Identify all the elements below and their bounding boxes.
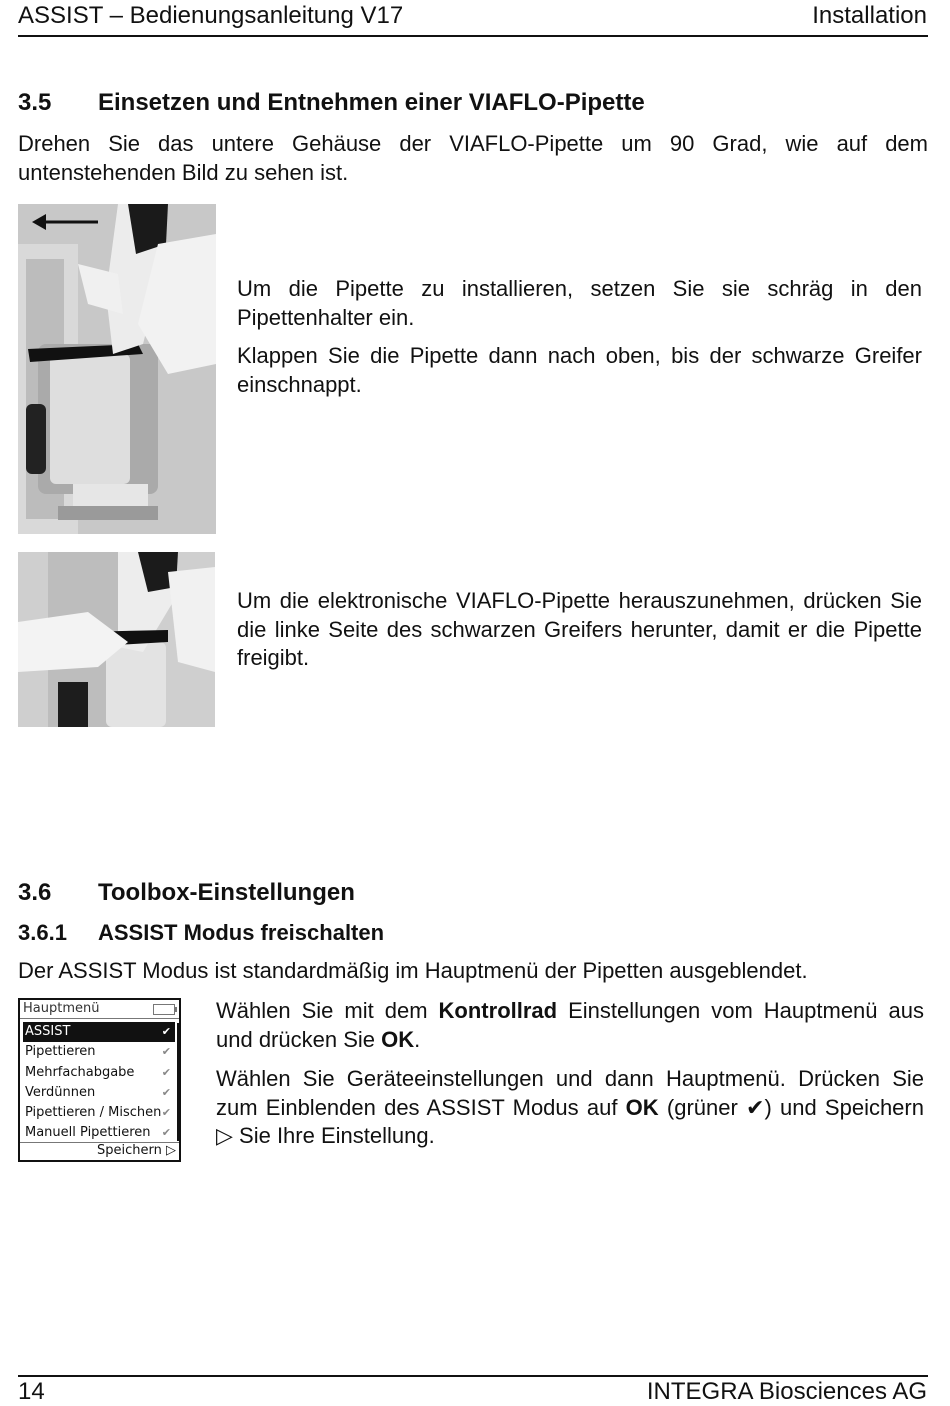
section-heading-3-6 (18, 879, 355, 907)
text-run: Einstellungen vom Hauptmenü aus und drücken Sie (216, 998, 924, 1052)
save-softkey: Speichern ▷ (97, 1143, 176, 1158)
assist-intro: Der ASSIST Modus ist standardmäßig im Hauptmenü der Pipetten ausgeblendet. (18, 958, 808, 983)
running-header-title: ASSIST – Bedienungsanleitung V17 (18, 2, 404, 29)
check-icon: ✔ (161, 1106, 171, 1120)
menu-item-assist (23, 1022, 175, 1042)
instruction-enable-assist (216, 1065, 924, 1151)
menu-item-label: ASSIST (25, 1024, 71, 1039)
menu-item-label: Mehrfachabgabe (25, 1064, 135, 1080)
text-run: (grüner ✔) und Speichern ▷ Sie Ihre Einstellung. (216, 1094, 924, 1148)
ok-term: OK (625, 1094, 659, 1120)
menu-item-label: Pipettieren / Mischen (25, 1105, 162, 1121)
running-header-section: Installation (812, 2, 927, 29)
install-step-2: Klappen Sie die Pipette dann nach oben, bis der schwarze Greifer einschnappt. (237, 343, 922, 397)
menu-item-mehrfachabgabe (23, 1063, 175, 1083)
intro-paragraph: Drehen Sie das untere Gehäuse der VIAFLO-Pipette um 90 Grad, wie auf dem untenstehenden Bild zu sehen ist. (18, 131, 928, 185)
section-number: 3.5 (18, 89, 52, 116)
control-wheel-term: Kontrollrad (438, 998, 558, 1023)
check-icon: ✔ (161, 1085, 171, 1099)
section-title: Einsetzen und Entnehmen einer VIAFLO-Pipette (98, 89, 645, 116)
page-number: 14 (18, 1378, 45, 1405)
subsection-number: 3.6.1 (18, 920, 67, 945)
footer-company: INTEGRA Biosciences AG (646, 1378, 927, 1405)
menu-list (23, 1022, 175, 1144)
install-pipette-photo (18, 204, 216, 534)
menu-title: Hauptmenü (23, 1001, 100, 1016)
menu-item-verduennen (23, 1083, 175, 1103)
install-pipette-illustration (18, 204, 216, 534)
remove-pipette-illustration (18, 552, 215, 727)
header-rule (18, 35, 928, 37)
battery-icon (153, 1004, 175, 1015)
check-icon: ✔ (161, 1126, 171, 1140)
menu-item-manuell-pipettieren (23, 1123, 175, 1143)
text-run: Wählen Sie mit dem (216, 998, 439, 1023)
subsection-heading-3-6-1 (18, 920, 384, 946)
ok-term: OK (381, 1026, 415, 1052)
text-run: Wählen Sie Geräteeinstellungen und dann Hauptmenü. Drücken Sie zum Einblenden des ASSIST Modus auf (216, 1066, 924, 1120)
check-icon: ✔ (161, 1045, 171, 1059)
section-heading-3-5 (18, 89, 645, 117)
check-icon: ✔ (161, 1025, 171, 1038)
menu-item-pipettieren-mischen (23, 1103, 175, 1123)
pipette-main-menu-screen (18, 998, 181, 1162)
install-step-1: Um die Pipette zu installieren, setzen Sie sie schräg in den Pipettenhalter ein. (237, 276, 922, 330)
remove-instruction: Um die elektronische VIAFLO-Pipette herauszunehmen, drücken Sie die linke Seite des schwarzen Greifers herunter, damit er die Pipette freigibt. (237, 588, 922, 670)
menu-item-label: Pipettieren (25, 1044, 96, 1060)
section-number: 3.6 (18, 879, 52, 906)
menu-item-label: Verdünnen (25, 1084, 96, 1100)
menu-item-pipettieren (23, 1042, 175, 1062)
footer-rule (18, 1375, 928, 1377)
remove-pipette-photo (18, 552, 215, 727)
instruction-select-settings (216, 997, 924, 1054)
menu-title-bar (20, 1000, 179, 1019)
scrollbar (177, 1023, 179, 1141)
subsection-title: ASSIST Modus freischalten (98, 920, 385, 945)
text-run: . (414, 1026, 421, 1052)
menu-item-label: Manuell Pipettieren (25, 1125, 151, 1141)
check-icon: ✔ (161, 1065, 171, 1079)
section-title: Toolbox-Einstellungen (98, 879, 355, 906)
